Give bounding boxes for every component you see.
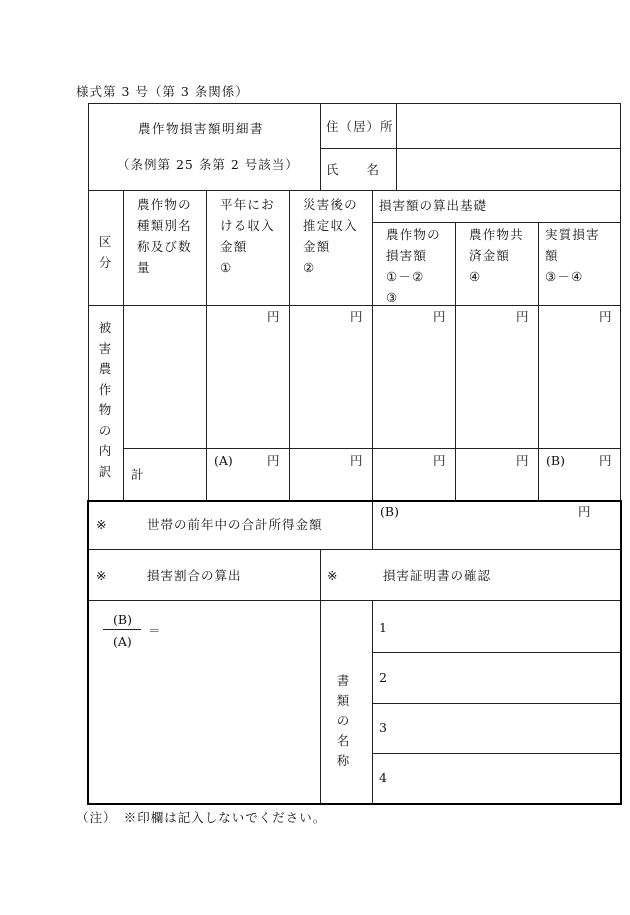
- yen-unit: 円: [267, 453, 281, 468]
- post-disaster-income-header: 災害後の 推定収入 金額 ②: [303, 197, 358, 275]
- yen-unit: 円: [433, 453, 447, 468]
- actual-damage-field[interactable]: [540, 325, 619, 447]
- mark-b: (B): [380, 504, 399, 519]
- fraction-bar: [103, 629, 141, 630]
- mutual-aid-field[interactable]: [457, 325, 537, 447]
- divider: [88, 190, 620, 191]
- divider: [88, 305, 620, 306]
- doc-name-label: 書類の名称: [336, 673, 352, 768]
- table-top-border: [88, 103, 620, 104]
- name-field[interactable]: [398, 151, 616, 188]
- divider: [123, 448, 620, 449]
- yen-unit: 円: [599, 309, 613, 324]
- equals-sign: ＝: [148, 623, 162, 638]
- table-right-border: [620, 103, 621, 503]
- doc-number: 1: [379, 620, 388, 635]
- divider: [372, 703, 620, 704]
- yen-unit: 円: [516, 453, 530, 468]
- crop-type-header: 農作物の 種類別名 称及び数 量: [137, 197, 192, 275]
- divider: [372, 652, 620, 653]
- form-number-label: 様式第 3 号（第 3 条関係）: [76, 84, 249, 99]
- doc-number: 2: [379, 670, 388, 685]
- divider: [320, 148, 620, 149]
- yen-unit: 円: [599, 453, 613, 468]
- normal-income-header: 平年にお ける収入 金額 ①: [220, 197, 275, 275]
- divider: [372, 753, 620, 754]
- divider: [320, 549, 321, 803]
- doc-number: 4: [379, 770, 388, 785]
- divider: [372, 502, 373, 549]
- mark-b: (B): [546, 453, 565, 468]
- yen-unit: 円: [578, 504, 592, 519]
- post-disaster-income-field[interactable]: [291, 325, 371, 447]
- yen-unit: 円: [267, 309, 281, 324]
- crop-type-field[interactable]: [125, 307, 205, 447]
- divider: [206, 190, 207, 500]
- form-subtitle: （条例第 25 条第 2 号該当）: [117, 157, 299, 172]
- table-left-border: [88, 103, 89, 503]
- divider: [320, 103, 321, 190]
- certificate-check-label: 損害証明書の確認: [383, 568, 492, 583]
- divider: [396, 103, 397, 190]
- yen-unit: 円: [350, 453, 364, 468]
- form-title: 農作物損害額明細書: [138, 121, 265, 136]
- yen-unit: 円: [350, 309, 364, 324]
- calculation-basis-header: 損害額の算出基礎: [379, 198, 488, 213]
- divider: [372, 190, 373, 500]
- address-label: 住（居）所: [326, 119, 394, 134]
- note-mark: ※: [327, 568, 339, 583]
- mutual-aid-header: 農作物共 済金額 ④: [469, 227, 524, 284]
- household-income-label: 世帯の前年中の合計所得金額: [147, 517, 323, 532]
- total-label: 計: [131, 467, 145, 482]
- fraction-numerator: (B): [113, 612, 132, 627]
- divider: [89, 600, 620, 601]
- divider: [372, 600, 373, 803]
- divider: [538, 222, 539, 500]
- yen-unit: 円: [433, 309, 447, 324]
- kubun-header: 区分: [98, 234, 112, 270]
- doc-number: 3: [379, 720, 388, 735]
- footnote: （注） ※印欄は記入しないでください。: [76, 810, 327, 825]
- note-mark: ※: [96, 517, 108, 532]
- damage-ratio-label: 損害割合の算出: [147, 568, 242, 583]
- actual-damage-header: 実質損害 額 ③－④: [545, 227, 600, 284]
- divider: [455, 222, 456, 500]
- divider: [123, 190, 124, 500]
- crop-damage-header: 農作物の 損害額 ①－② ③: [386, 227, 441, 305]
- divider: [89, 549, 620, 550]
- mark-a: (A): [214, 453, 233, 468]
- damaged-crops-label: 被害農作物の内訳: [98, 320, 112, 479]
- divider: [372, 222, 620, 223]
- address-field[interactable]: [398, 106, 616, 146]
- yen-unit: 円: [516, 309, 530, 324]
- note-mark: ※: [96, 568, 108, 583]
- divider: [289, 190, 290, 500]
- name-label: 氏 名: [326, 162, 381, 177]
- crop-damage-field[interactable]: [374, 325, 454, 447]
- fraction-denominator: (A): [113, 634, 132, 649]
- normal-income-field[interactable]: [208, 325, 288, 447]
